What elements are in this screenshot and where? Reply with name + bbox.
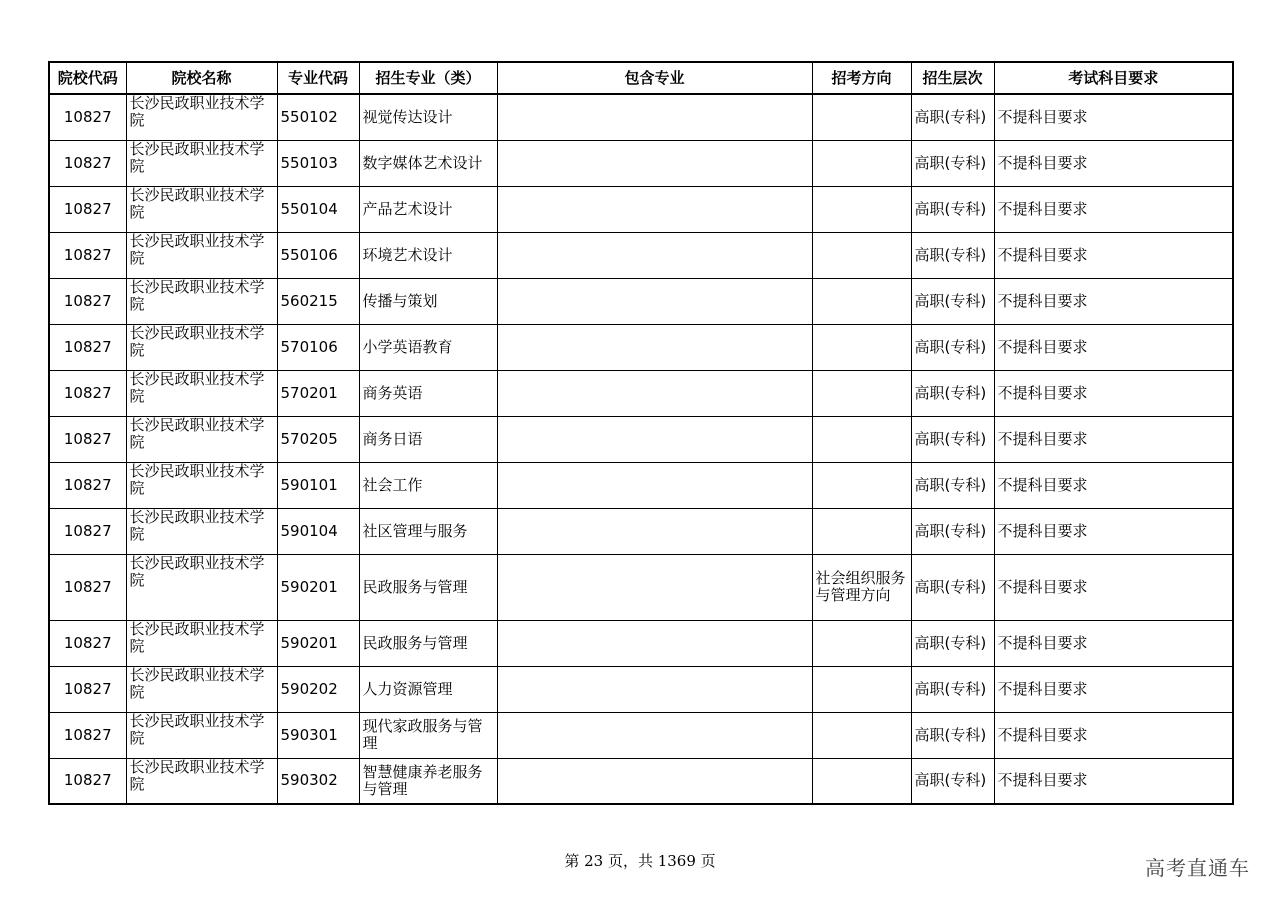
school-name-cell: 长沙民政职业技术学院 — [126, 758, 277, 804]
level-cell: 高职(专科) — [911, 94, 994, 140]
table-row — [49, 278, 1233, 324]
major-cell: 商务英语 — [359, 370, 497, 416]
level-cell: 高职(专科) — [911, 666, 994, 712]
major-code-cell: 550102 — [277, 94, 359, 140]
direction-cell — [812, 666, 911, 712]
direction-cell — [812, 758, 911, 804]
school-name-cell: 长沙民政职业技术学院 — [126, 94, 277, 140]
school-code-cell: 10827 — [49, 94, 126, 140]
table-row — [49, 554, 1233, 620]
direction-cell — [812, 140, 911, 186]
included-majors-cell — [497, 712, 812, 758]
level-cell: 高职(专科) — [911, 370, 994, 416]
major-code-cell: 550104 — [277, 186, 359, 232]
requirement-cell: 不提科目要求 — [994, 140, 1233, 186]
included-majors-cell — [497, 94, 812, 140]
header-major-code: 专业代码 — [277, 62, 359, 94]
school-name-cell: 长沙民政职业技术学院 — [126, 416, 277, 462]
level-cell: 高职(专科) — [911, 554, 994, 620]
major-code-cell: 550103 — [277, 140, 359, 186]
major-cell: 数字媒体艺术设计 — [359, 140, 497, 186]
requirement-cell: 不提科目要求 — [994, 620, 1233, 666]
major-cell: 商务日语 — [359, 416, 497, 462]
table-row — [49, 94, 1233, 140]
level-cell: 高职(专科) — [911, 712, 994, 758]
school-name-cell: 长沙民政职业技术学院 — [126, 186, 277, 232]
included-majors-cell — [497, 758, 812, 804]
level-cell: 高职(专科) — [911, 232, 994, 278]
school-code-cell: 10827 — [49, 232, 126, 278]
header-direction: 招考方向 — [812, 62, 911, 94]
school-name-cell: 长沙民政职业技术学院 — [126, 620, 277, 666]
direction-cell — [812, 232, 911, 278]
major-code-cell: 570201 — [277, 370, 359, 416]
table-row — [49, 462, 1233, 508]
major-code-cell: 590301 — [277, 712, 359, 758]
level-cell: 高职(专科) — [911, 462, 994, 508]
school-name-cell: 长沙民政职业技术学院 — [126, 508, 277, 554]
included-majors-cell — [497, 620, 812, 666]
requirement-cell: 不提科目要求 — [994, 278, 1233, 324]
major-code-cell: 590302 — [277, 758, 359, 804]
direction-cell — [812, 620, 911, 666]
requirement-cell: 不提科目要求 — [994, 416, 1233, 462]
major-cell: 传播与策划 — [359, 278, 497, 324]
school-name-cell: 长沙民政职业技术学院 — [126, 554, 277, 620]
included-majors-cell — [497, 508, 812, 554]
direction-cell — [812, 462, 911, 508]
requirement-cell: 不提科目要求 — [994, 666, 1233, 712]
requirement-cell: 不提科目要求 — [994, 94, 1233, 140]
major-code-cell: 560215 — [277, 278, 359, 324]
level-cell: 高职(专科) — [911, 416, 994, 462]
major-cell: 现代家政服务与管理 — [359, 712, 497, 758]
table-row — [49, 232, 1233, 278]
header-school-name: 院校名称 — [126, 62, 277, 94]
school-code-cell: 10827 — [49, 462, 126, 508]
school-code-cell: 10827 — [49, 554, 126, 620]
direction-cell — [812, 94, 911, 140]
major-cell: 民政服务与管理 — [359, 554, 497, 620]
major-code-cell: 550106 — [277, 232, 359, 278]
level-cell: 高职(专科) — [911, 140, 994, 186]
header-row — [49, 62, 1233, 94]
school-name-cell: 长沙民政职业技术学院 — [126, 462, 277, 508]
school-code-cell: 10827 — [49, 712, 126, 758]
requirement-cell: 不提科目要求 — [994, 508, 1233, 554]
included-majors-cell — [497, 416, 812, 462]
included-majors-cell — [497, 324, 812, 370]
header-level: 招生层次 — [911, 62, 994, 94]
school-name-cell: 长沙民政职业技术学院 — [126, 666, 277, 712]
school-code-cell: 10827 — [49, 666, 126, 712]
school-name-cell: 长沙民政职业技术学院 — [126, 232, 277, 278]
major-cell: 社会工作 — [359, 462, 497, 508]
school-name-cell: 长沙民政职业技术学院 — [126, 324, 277, 370]
table-row — [49, 712, 1233, 758]
major-code-cell: 590202 — [277, 666, 359, 712]
major-code-cell: 590104 — [277, 508, 359, 554]
level-cell: 高职(专科) — [911, 758, 994, 804]
school-code-cell: 10827 — [49, 278, 126, 324]
level-cell: 高职(专科) — [911, 324, 994, 370]
level-cell: 高职(专科) — [911, 620, 994, 666]
direction-cell — [812, 712, 911, 758]
school-code-cell: 10827 — [49, 186, 126, 232]
direction-cell — [812, 186, 911, 232]
header-included-majors: 包含专业 — [497, 62, 812, 94]
table-row — [49, 140, 1233, 186]
level-cell: 高职(专科) — [911, 278, 994, 324]
school-name-cell: 长沙民政职业技术学院 — [126, 278, 277, 324]
table-row — [49, 416, 1233, 462]
direction-cell: 社会组织服务与管理方向 — [812, 554, 911, 620]
direction-cell — [812, 278, 911, 324]
admissions-table — [48, 61, 1234, 805]
direction-cell — [812, 416, 911, 462]
school-code-cell: 10827 — [49, 620, 126, 666]
school-code-cell: 10827 — [49, 416, 126, 462]
requirement-cell: 不提科目要求 — [994, 232, 1233, 278]
included-majors-cell — [497, 186, 812, 232]
table-row — [49, 620, 1233, 666]
major-cell: 产品艺术设计 — [359, 186, 497, 232]
major-cell: 人力资源管理 — [359, 666, 497, 712]
major-code-cell: 590101 — [277, 462, 359, 508]
direction-cell — [812, 370, 911, 416]
school-name-cell: 长沙民政职业技术学院 — [126, 140, 277, 186]
level-cell: 高职(专科) — [911, 186, 994, 232]
school-code-cell: 10827 — [49, 140, 126, 186]
header-major: 招生专业（类） — [359, 62, 497, 94]
included-majors-cell — [497, 462, 812, 508]
major-cell: 视觉传达设计 — [359, 94, 497, 140]
school-name-cell: 长沙民政职业技术学院 — [126, 712, 277, 758]
included-majors-cell — [497, 370, 812, 416]
header-school-code: 院校代码 — [49, 62, 126, 94]
direction-cell — [812, 508, 911, 554]
requirement-cell: 不提科目要求 — [994, 554, 1233, 620]
major-cell: 小学英语教育 — [359, 324, 497, 370]
school-code-cell: 10827 — [49, 758, 126, 804]
table-row — [49, 508, 1233, 554]
table-row — [49, 666, 1233, 712]
included-majors-cell — [497, 232, 812, 278]
direction-cell — [812, 324, 911, 370]
requirement-cell: 不提科目要求 — [994, 462, 1233, 508]
school-code-cell: 10827 — [49, 324, 126, 370]
major-cell: 环境艺术设计 — [359, 232, 497, 278]
school-code-cell: 10827 — [49, 370, 126, 416]
included-majors-cell — [497, 666, 812, 712]
table-row — [49, 186, 1233, 232]
header-subject-requirements: 考试科目要求 — [994, 62, 1233, 94]
included-majors-cell — [497, 278, 812, 324]
included-majors-cell — [497, 140, 812, 186]
included-majors-cell — [497, 554, 812, 620]
table-row — [49, 370, 1233, 416]
major-code-cell: 590201 — [277, 554, 359, 620]
level-cell: 高职(专科) — [911, 508, 994, 554]
requirement-cell: 不提科目要求 — [994, 370, 1233, 416]
requirement-cell: 不提科目要求 — [994, 324, 1233, 370]
table-row — [49, 758, 1233, 804]
requirement-cell: 不提科目要求 — [994, 186, 1233, 232]
school-name-cell: 长沙民政职业技术学院 — [126, 370, 277, 416]
major-code-cell: 570106 — [277, 324, 359, 370]
school-code-cell: 10827 — [49, 508, 126, 554]
major-code-cell: 590201 — [277, 620, 359, 666]
watermark-logo: 高考直通车 — [1145, 856, 1250, 880]
table-row — [49, 324, 1233, 370]
requirement-cell: 不提科目要求 — [994, 758, 1233, 804]
requirement-cell: 不提科目要求 — [994, 712, 1233, 758]
major-cell: 社区管理与服务 — [359, 508, 497, 554]
major-code-cell: 570205 — [277, 416, 359, 462]
page-number: 第 23 页，共 1369 页 — [564, 852, 716, 870]
major-cell: 智慧健康养老服务与管理 — [359, 758, 497, 804]
major-cell: 民政服务与管理 — [359, 620, 497, 666]
